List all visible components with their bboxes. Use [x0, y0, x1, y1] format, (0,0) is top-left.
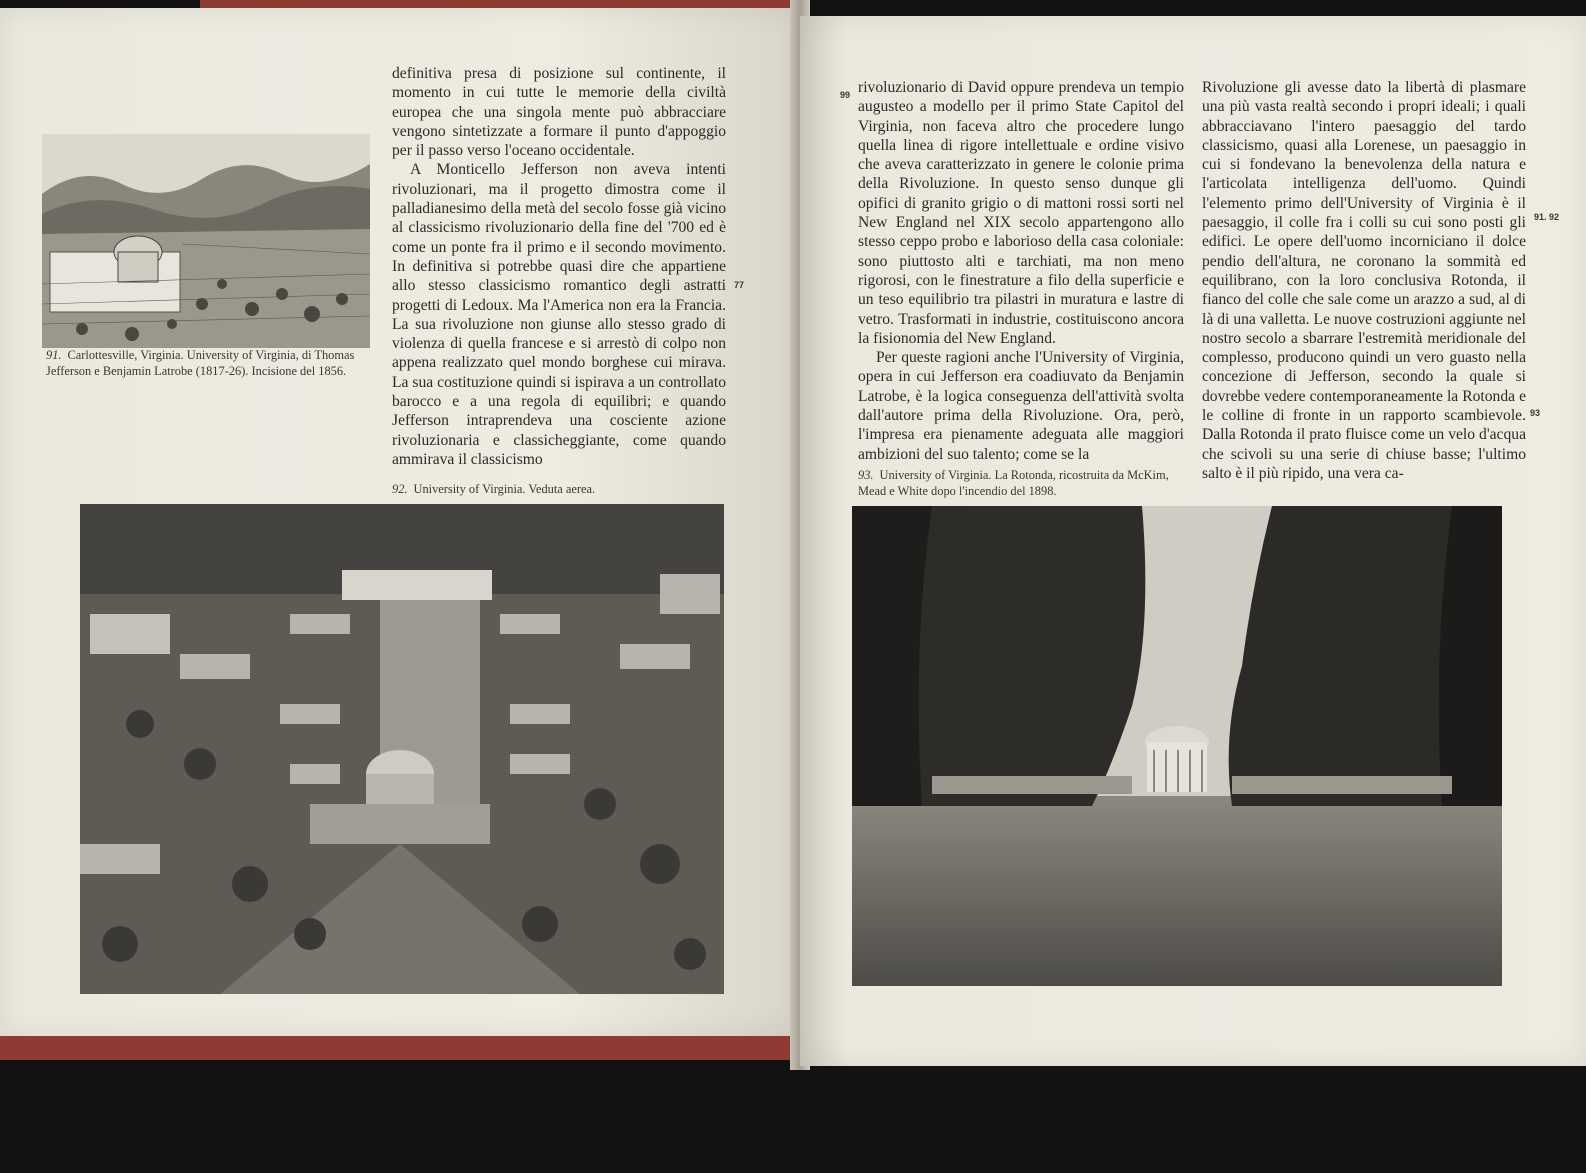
- figure-92-aerial-photo: [80, 504, 724, 994]
- left-page: [0, 8, 800, 1036]
- figure-91-caption-text: Carlottesville, Virginia. University of Virginia, di Thomas Jefferson e Benjamin Latrobe (1817-26). Incisione del 1856.: [46, 348, 355, 378]
- right-column-2-text: [1202, 78, 1526, 483]
- figure-92-caption: [392, 482, 722, 498]
- figure-93-caption-text: University of Virginia. La Rotonda, ricostruita da McKim, Mead e White dopo l'incendio del 1898.: [858, 468, 1169, 498]
- margin-ref-99: 99: [840, 90, 851, 100]
- margin-ref-77: 77: [734, 280, 745, 290]
- figure-93-number: 93.: [858, 468, 874, 482]
- paragraph: Rivoluzione gli avesse dato la libertà di plasmare una più vasta realtà secondo i propri ideali; i quali abbracciavano l'intero paesaggio del tardo classicismo, quasi alla Lorenese, un paesaggio in cui si fondevano la benevolenza della natura e l'articolata intelligenza dell'uomo. Quindi l'elemento primo dell'University of Virginia è il paesaggio, il colle fra i colli su cui sono posti gli edifici. Le opere dell'uomo incorniciano il dolce pendio dell'altura, ne coronano la sommità ed equilibrano, con la loro conclusiva Rotonda, il fianco del colle che sale come un arazzo a sud, al di là di una valletta. Le nuove costruzioni aggiunte nel nostro secolo a sbarrare l'estremità meridionale del complesso, producono quindi un vero guasto nella concezione di Jefferson, secondo la quale si dovrebbe vedere contemporaneamente la Rotonda e le colline di fronte in un rapporto scambievole. Dalla Rotonda il prato fluisce come un velo d'acqua che scivoli su una serie di chiuse basse; l'ultimo salto è il più ripido, una vera ca-: [1202, 79, 1526, 482]
- figure-93-rotunda-photo: [852, 506, 1502, 986]
- margin-ref-91-92: 91. 92: [1534, 212, 1560, 222]
- figure-92-number: 92.: [392, 482, 408, 496]
- right-column-1-text: [858, 78, 1184, 464]
- paragraph: definitiva presa di posizione sul continente, il momento in cui tutte le memorie della civiltà europea che una singola mente può abbracciare vengono sintetizzate a formare il punto d'appoggio per il passo verso l'oceano occidentale.: [392, 65, 726, 160]
- figure-91-caption: [46, 348, 364, 379]
- paragraph: rivoluzionario di David oppure prendeva un tempio augusteo a modello per il primo State Capitol del Virginia, non faceva altro che procedere lungo quella linea di rigore intellettuale e ordine visivo che aveva caratterizzato in genere le colonie prima della Rivoluzione. In questo senso dunque gli opifici di granito grigio o di mattoni rossi sorti nel New England nel XIX secolo appartengono allo stesso ceppo probo e laborioso della casa coloniale: sono piuttosto alti e tarchiati, ma non meno rigorosi, con le finestrature a filo della superficie e un teso equilibrio tra pilastri in muratura e lastre di vetro. Trasformati in industrie, costituiscono ancora la fisionomia del New England.: [858, 79, 1184, 347]
- figure-92-caption-text: University of Virginia. Veduta aerea.: [413, 482, 596, 496]
- paragraph: Per queste ragioni anche l'University of Virginia, opera in cui Jefferson era coadiuvato da Benjamin Latrobe, è la logica conseguenza dell'attività svolta dall'autore prima della Rivoluzione. Ora, però, l'impresa era pienamente adeguata alle maggiori ambizioni del suo talento; come se la: [858, 349, 1184, 463]
- margin-ref-93: 93: [1530, 408, 1541, 418]
- figure-93-caption: [858, 468, 1188, 499]
- figure-91-number: 91.: [46, 348, 62, 362]
- right-page: [800, 16, 1586, 1066]
- left-column-text: [392, 64, 726, 469]
- paragraph: A Monticello Jefferson non aveva intenti rivoluzionari, ma il progetto dimostra come il palladianesimo della metà del secolo fosse già vicino al classicismo rivoluzionario della fine del '700 ed è come un ponte fra il primo e il secondo movimento. In definitiva si potrebbe quasi dire che appartiene allo stesso classicismo romantico degli astratti progetti di Ledoux. Ma l'America non era la Francia. La sua rivoluzione non giunse allo stesso grado di violenza di quella francese e si arrestò di colpo non appena realizzato quel mondo borghese cui mirava. La sua costituzione quindi si ispirava a un controllato barocco e a una regola di equilibri; e quando Jefferson intraprendeva una cosciente azione rivoluzionaria e classicheggiante, come quando ammirava il classicismo: [392, 161, 726, 468]
- figure-91-engraving: [42, 134, 370, 348]
